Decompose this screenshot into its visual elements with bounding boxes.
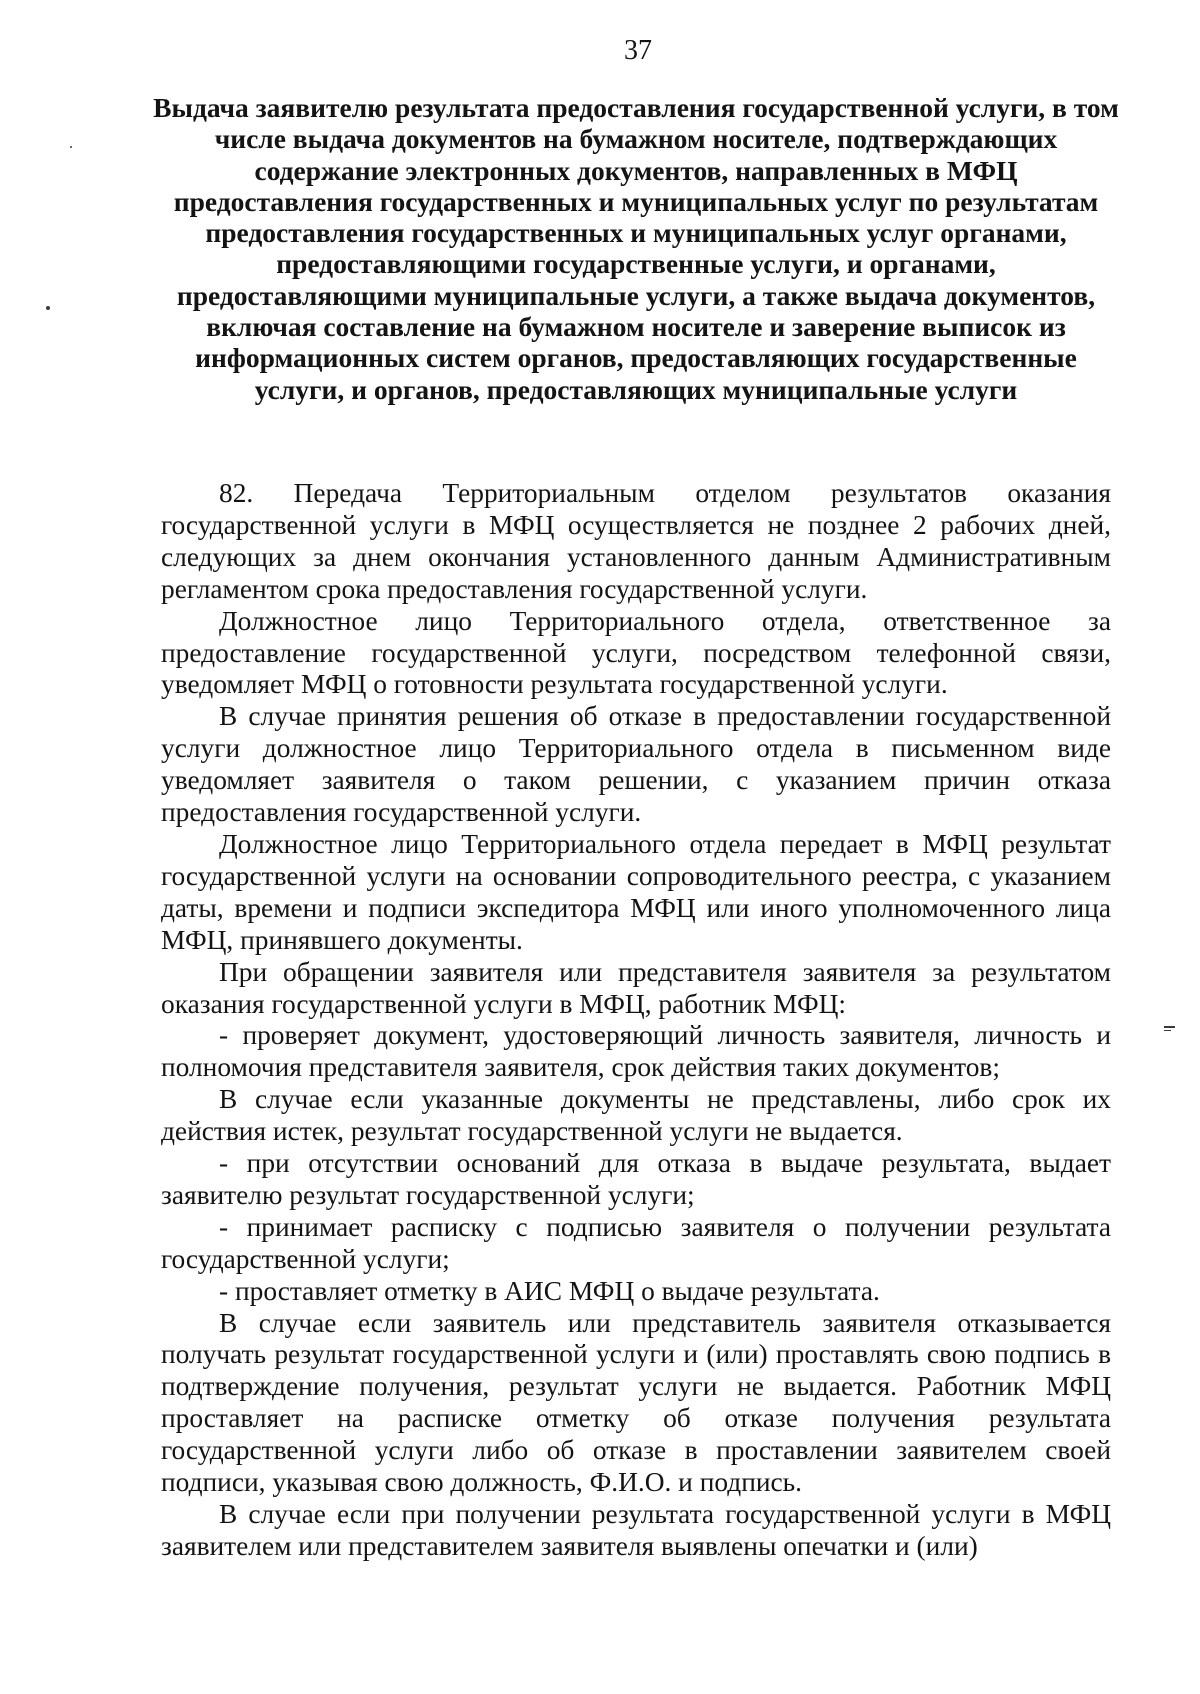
paragraph-continued: В случае если при получении результата государственной услуги в МФЦ заявителем или представителем заявителя выявлены опечатки и (или): [161, 1499, 1111, 1561]
paragraph: В случае принятия решения об отказе в предоставлении государственной услуги должностное лицо Территориального отдела в письменном виде уведомляет заявителя о таком решении, с указанием причин отказа предоставления государственной услуги.: [161, 701, 1111, 828]
paragraph: В случае если указанные документы не представлены, либо срок их действия истек, результат государственной услуги не выдается.: [161, 1084, 1111, 1147]
scan-dash: [1164, 1026, 1175, 1028]
paragraph: Должностное лицо Территориального отдела передает в МФЦ результат государственной услуги на основании сопроводительного реестра, с указанием даты, времени и подписи экспедитора МФЦ или иного уполномоченного лица МФЦ, принявшего документы.: [161, 828, 1111, 955]
paragraph: В случае если заявитель или представитель заявителя отказывается получать результат государственной услуги и (или) проставлять свою подпись в подтверждение получения, результат услуги не выдается. Работник МФЦ проставляет на расписке отметку об отказе получения результата государственной услуги либо об отказе в проставлении заявителем своей подписи, указывая свою должность, Ф.И.О. и подпись.: [161, 1307, 1111, 1498]
scan-speck: [70, 146, 72, 148]
section-heading: Выдача заявителю результата предоставления государственной услуги, в том числе выдача документов на бумажном носителе, подтверждающих содержание электронных документов, направленных в МФЦ предоставления государственных и муниципальных услуг по результатам предоставления государственных и муниципальных услуг органами, предоставляющими государственные услуги, и органами, предоставляющими муниципальные услуги, а также выдача документов, включая составление на бумажном носителе и заверение выписок из информационных систем органов, предоставляющих государственные услуги, и органов, предоставляющих муниципальные услуги: [153, 92, 1119, 405]
paragraph: Должностное лицо Территориального отдела, ответственное за предоставление государственной услуги, посредством телефонной связи, уведомляет МФЦ о готовности результата государственной услуги.: [161, 605, 1111, 700]
paragraph: При обращении заявителя или представителя заявителя за результатом оказания государственной услуги в МФЦ, работник МФЦ:: [161, 956, 1111, 1019]
list-item: - принимает расписку с подписью заявителя о получении результата государственной услуги;: [161, 1211, 1111, 1274]
scan-speck: [46, 306, 50, 310]
paragraph-82: 82. Передача Территориальным отделом результатов оказания государственной услуги в МФЦ осуществляется не позднее 2 рабочих дней, следующих за днем окончания установленного данным Административным регламентом срока предоставления государственной услуги.: [161, 478, 1111, 604]
list-item: - проверяет документ, удостоверяющий личность заявителя, личность и полномочия представителя заявителя, срок действия таких документов;: [161, 1020, 1111, 1083]
scan-dash: [1164, 1030, 1171, 1031]
page-number: 37: [624, 35, 652, 66]
list-item: - при отсутствии оснований для отказа в выдаче результата, выдает заявителю результат государственной услуги;: [161, 1148, 1111, 1210]
body-text: [161, 478, 1111, 1563]
list-item: - проставляет отметку в АИС МФЦ о выдаче результата.: [219, 1275, 880, 1306]
